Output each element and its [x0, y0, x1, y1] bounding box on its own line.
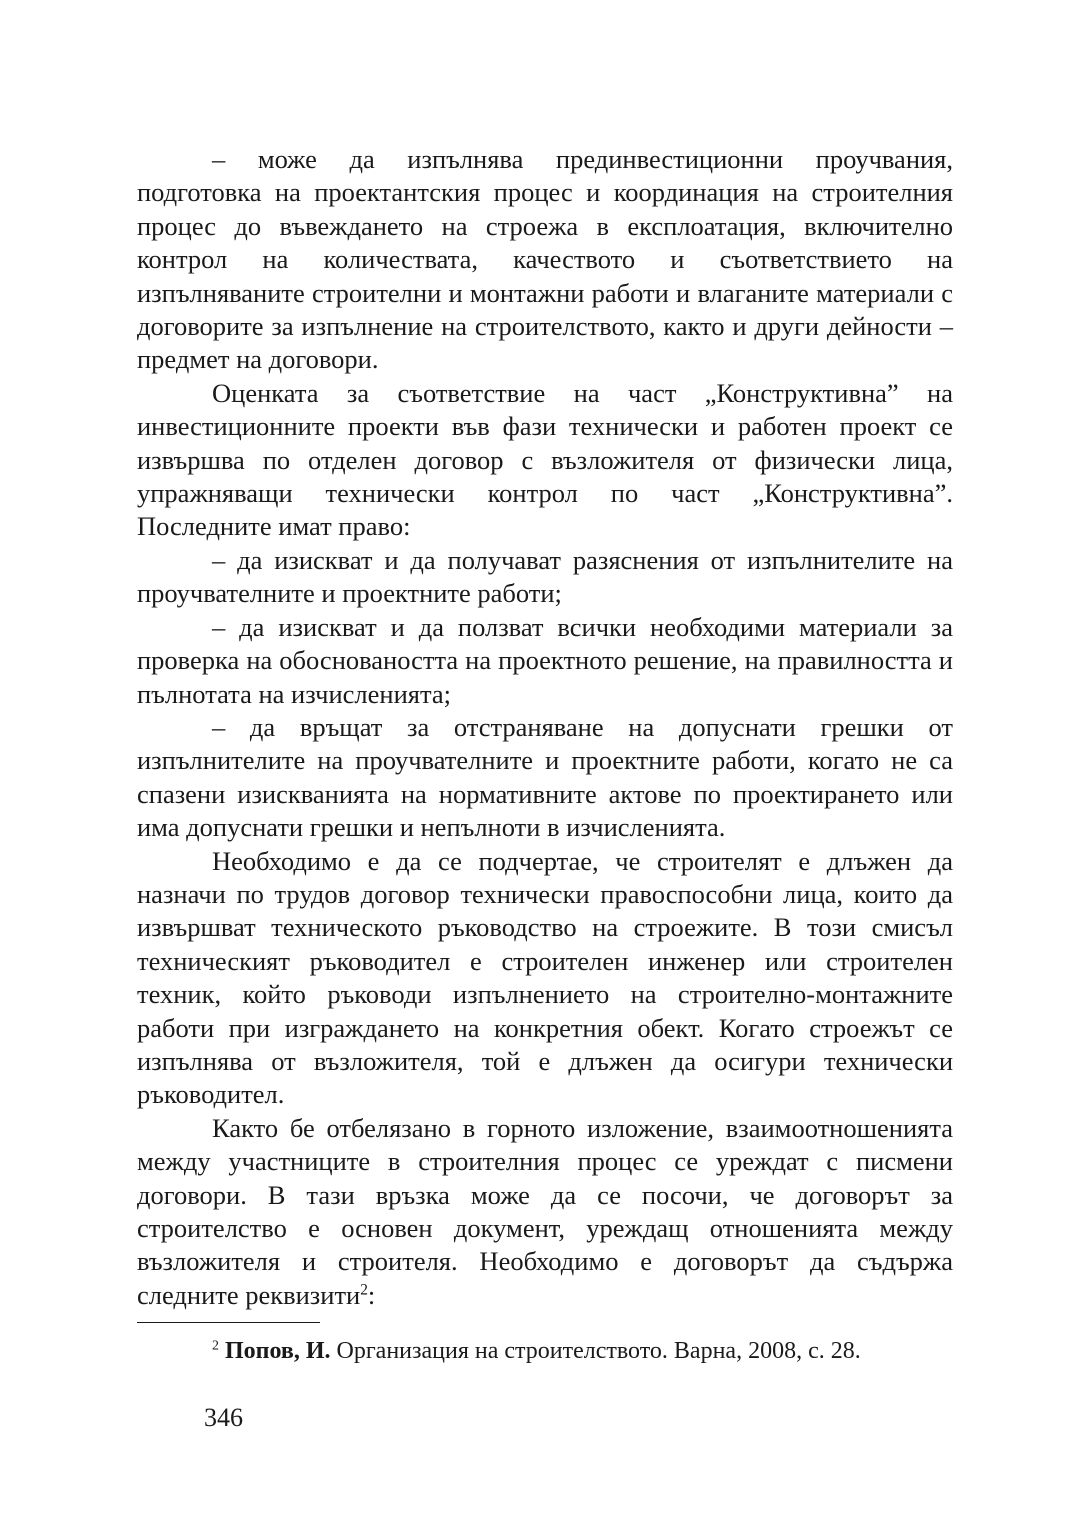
footnote-text: Организация на строителството. Варна, 2008, с. 28. [330, 1338, 861, 1364]
footnote-reference[interactable]: 2 [360, 1281, 368, 1299]
footnote-number: 2 [212, 1338, 219, 1354]
paragraph-contracts-text: Както бе отбелязано в горното изложение, взаимоотношенията между участниците в строителния процес се уреждат с писмени договори. В тази връзка може да се посочи, че договорът за строителство е основен документ, уреждащ отношенията между възложителя и строителя. Необходимо е договорът да съдържа следните реквизити [137, 1112, 953, 1310]
paragraph-consultant-duties: – може да изпълнява прединвестиционни проучвания, подготовка на проектантския процес и координация на строителния процес до въвеждането на строежа в експлоатация, включително контрол на количествата, качеството и съответствието на изпълняваните строителни и монтажни работи и влаганите материали с договорите за изпълнение на строителството, както и други дейности – предмет на договори. [137, 144, 953, 375]
paragraph-contracts [137, 1112, 953, 1312]
footnote-author: Попов, И. [224, 1338, 331, 1364]
list-item-materials: – да изискват и да ползват всички необходими материали за проверка на обосноваността на проектното решение, на правилността и пълнотата на изчисленията; [137, 611, 953, 709]
list-item-return-errors: – да връщат за отстраняване на допуснати грешки от изпълнителите на проучвателните и проектните работи, когато не са спазени изискванията на нормативните актове по проектирането или има допуснати грешки и непълноти в изчисленията. [137, 711, 953, 843]
footnote-divider [137, 1322, 320, 1323]
paragraph-conformity-assessment: Оценката за съответствие на част „Конструктивна” на инвестиционните проекти във фази технически и работен проект се извършва по отделен договор с възложителя от физически лица, упражняващи технически контрол по част „Конструктивна”. Последните имат право: [137, 377, 953, 542]
list-item-clarifications: – да изискват и да получават разяснения от изпълнителите на проучвателните и проектните работи; [137, 544, 953, 609]
page-number: 346 [204, 1403, 243, 1432]
paragraph-technical-manager: Необходимо е да се подчертае, че строителят е длъжен да назначи по трудов договор технически правоспособни лица, които да извършват техническото ръководство на строежите. В този смисъл техническият ръководител е строителен инженер или строителен техник, който ръководи изпълнението на строително-монтажните работи при изграждането на конкретния обект. Когато строежът се изпълнява от възложителя, той е длъжен да осигури технически ръководител. [137, 845, 953, 1110]
page-body [137, 143, 953, 1312]
footnote [212, 1336, 861, 1366]
paragraph-contracts-end: : [367, 1279, 376, 1310]
